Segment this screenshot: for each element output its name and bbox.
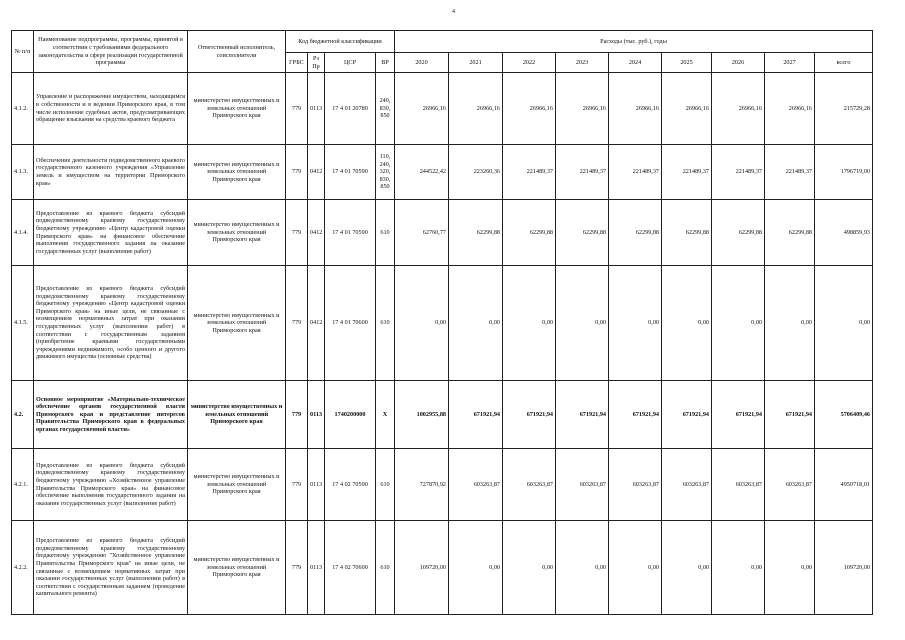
row-name: Обеспечение деятельности подведомственного краевого государственного казенного учреждения «Управление земель и имуществом на территории Приморского края» bbox=[34, 145, 188, 200]
row-amount: 109720,00 bbox=[395, 521, 449, 615]
row-amount: 26966,16 bbox=[503, 73, 556, 145]
row-csr: 17 4 02 70600 bbox=[325, 521, 376, 615]
vr-code: 240, bbox=[379, 160, 391, 168]
row-name: Предоставление из краевого бюджета субсидий подведомственному краевому государственному бюджетному учреждению «Центр кадастровой оценки Приморского края» на финансовое обеспечение выполнения государственного задания на оказание государственных услуг (выполнение работ) bbox=[34, 200, 188, 266]
row-amount: 215729,28 bbox=[815, 73, 873, 145]
row-amount: 0,00 bbox=[609, 521, 662, 615]
row-amount: 223260,36 bbox=[449, 145, 503, 200]
row-amount: 109720,00 bbox=[815, 521, 873, 615]
row-amount: 671921,94 bbox=[449, 381, 503, 449]
budget-table bbox=[11, 30, 873, 615]
row-executor: министерство имущественных и земельных отношений Приморского края bbox=[188, 449, 286, 521]
row-executor: министерство имущественных и земельных отношений Приморского края bbox=[188, 145, 286, 200]
row-amount: 0,00 bbox=[815, 266, 873, 381]
row-rzpr: 0412 bbox=[308, 145, 325, 200]
row-amount: 0,00 bbox=[712, 266, 765, 381]
row-amount: 1002955,88 bbox=[395, 381, 449, 449]
vr-code: 240, bbox=[379, 97, 391, 105]
row-csr: 17 4 01 70590 bbox=[325, 200, 376, 266]
header-year: 2026 bbox=[712, 53, 765, 73]
table-row bbox=[12, 145, 873, 200]
row-amount: 62299,88 bbox=[503, 200, 556, 266]
row-name: Основное мероприятие «Материально-техническое обеспечение органов государственной власти Приморского края и представление интересов Правительства Приморского края в федеральных органах государственной власти» bbox=[34, 381, 188, 449]
header-num: № п/п bbox=[12, 31, 34, 73]
row-rzpr: 0113 bbox=[308, 449, 325, 521]
row-rzpr: 0412 bbox=[308, 266, 325, 381]
row-amount: 0,00 bbox=[609, 266, 662, 381]
row-index: 4.1.5. bbox=[12, 266, 34, 381]
row-csr: 17 4 01 70590 bbox=[325, 145, 376, 200]
header-year: 2024 bbox=[609, 53, 662, 73]
row-grbs: 779 bbox=[286, 449, 308, 521]
row-index: 4.1.2. bbox=[12, 73, 34, 145]
row-amount: 221489,37 bbox=[503, 145, 556, 200]
row-amount: 671921,94 bbox=[503, 381, 556, 449]
header-grbs: ГРБС bbox=[286, 53, 308, 73]
row-amount: 62299,88 bbox=[609, 200, 662, 266]
row-vr bbox=[376, 266, 395, 381]
header-year: 2025 bbox=[662, 53, 712, 73]
row-amount: 26966,16 bbox=[449, 73, 503, 145]
row-name: Управление и распоряжение имуществом, находящимся в собственности и в ведении Приморского края, в том числе исполнение судебных актов, предусматривающих обращение взыскания на средства краевого бюджета bbox=[34, 73, 188, 145]
row-amount: 221489,37 bbox=[662, 145, 712, 200]
row-index: 4.2. bbox=[12, 381, 34, 449]
row-name: Предоставление из краевого бюджета субсидий подведомственному краевому государственному бюджетному учреждению «Центр кадастровой оценки Приморского края» на иные цели, не связанные с возмещением нормативных затрат при оказании государственных услуг (выполнении работ) в соответствии с государственным заданием (приобретение краевыми государственными учреждениями недвижимого, особо ценного и другого движимого имущества (основные средства) bbox=[34, 266, 188, 381]
row-vr bbox=[376, 73, 395, 145]
vr-code: 830, bbox=[379, 175, 391, 183]
row-amount: 221489,37 bbox=[556, 145, 609, 200]
row-grbs: 779 bbox=[286, 200, 308, 266]
row-amount: 671921,94 bbox=[662, 381, 712, 449]
header-expenses: Расходы (тыс. руб.), годы bbox=[395, 31, 873, 53]
row-amount: 62299,88 bbox=[662, 200, 712, 266]
row-rzpr: 0113 bbox=[308, 73, 325, 145]
row-amount: 5706409,46 bbox=[815, 381, 873, 449]
vr-code: 110, bbox=[379, 153, 391, 161]
row-amount: 603263,87 bbox=[503, 449, 556, 521]
row-amount: 671921,94 bbox=[609, 381, 662, 449]
header-vr: ВР bbox=[376, 53, 395, 73]
table-row bbox=[12, 200, 873, 266]
row-rzpr: 0113 bbox=[308, 521, 325, 615]
row-amount: 498859,93 bbox=[815, 200, 873, 266]
row-amount: 671921,94 bbox=[765, 381, 815, 449]
vr-code: 610 bbox=[380, 319, 390, 327]
row-amount: 221489,37 bbox=[712, 145, 765, 200]
table-row bbox=[12, 381, 873, 449]
row-vr bbox=[376, 200, 395, 266]
row-amount: 0,00 bbox=[765, 521, 815, 615]
row-amount: 244522,42 bbox=[395, 145, 449, 200]
header-year: 2027 bbox=[765, 53, 815, 73]
row-grbs: 779 bbox=[286, 266, 308, 381]
row-grbs: 779 bbox=[286, 521, 308, 615]
vr-code: X bbox=[382, 410, 388, 418]
row-amount: 4950718,01 bbox=[815, 449, 873, 521]
row-amount: 0,00 bbox=[662, 266, 712, 381]
row-amount: 0,00 bbox=[395, 266, 449, 381]
row-amount: 0,00 bbox=[556, 266, 609, 381]
row-amount: 0,00 bbox=[556, 521, 609, 615]
header-csr: ЦСР bbox=[325, 53, 376, 73]
row-rzpr: 0412 bbox=[308, 200, 325, 266]
row-csr: 1740200000 bbox=[325, 381, 376, 449]
row-executor: министерство имущественных и земельных отношений Приморского края bbox=[188, 73, 286, 145]
row-executor: министерство имущественных и земельных отношений Приморского края bbox=[188, 381, 286, 449]
row-executor: министерство имущественных и земельных отношений Приморского края bbox=[188, 266, 286, 381]
header-year: 2020 bbox=[395, 53, 449, 73]
row-csr: 17 4 01 70600 bbox=[325, 266, 376, 381]
row-amount: 221489,37 bbox=[765, 145, 815, 200]
row-rzpr: 0113 bbox=[308, 381, 325, 449]
header-year: 2022 bbox=[503, 53, 556, 73]
row-executor: министерство имущественных и земельных отношений Приморского края bbox=[188, 521, 286, 615]
row-amount: 603263,87 bbox=[449, 449, 503, 521]
row-amount: 0,00 bbox=[712, 521, 765, 615]
row-amount: 26966,16 bbox=[712, 73, 765, 145]
vr-code: 320, bbox=[379, 168, 391, 176]
row-amount: 62760,77 bbox=[395, 200, 449, 266]
table-row bbox=[12, 521, 873, 615]
header-year: 2021 bbox=[449, 53, 503, 73]
row-index: 4.1.4. bbox=[12, 200, 34, 266]
row-amount: 0,00 bbox=[662, 521, 712, 615]
row-amount: 26966,16 bbox=[556, 73, 609, 145]
page-number: 4 bbox=[452, 9, 455, 15]
row-name: Предоставление из краевого бюджета субсидий подведомственному краевому государственному бюджетному учреждению "Хозяйственное управление Правительства Приморского края" на иные цели, не связанные с возмещением нормативных затрат при оказании государственных услуг (выполнении работ) в соответствии с государственным заданием (проведение капитального ремонта) bbox=[34, 521, 188, 615]
row-name: Предоставление из краевого бюджета субсидий подведомственному краевому государственному бюджетному учреждению «Хозяйственное управление Правительства Приморского края» на финансовое обеспечение выполнения государственного задания на оказание государственных услуг (выполнение работ) bbox=[34, 449, 188, 521]
row-executor: министерство имущественных и земельных отношений Приморского края bbox=[188, 200, 286, 266]
row-amount: 1796719,00 bbox=[815, 145, 873, 200]
row-amount: 26966,16 bbox=[609, 73, 662, 145]
row-amount: 0,00 bbox=[503, 521, 556, 615]
row-amount: 603263,87 bbox=[765, 449, 815, 521]
row-amount: 603263,87 bbox=[662, 449, 712, 521]
row-amount: 26966,16 bbox=[662, 73, 712, 145]
table-row bbox=[12, 73, 873, 145]
header-kbk: Код бюджетной классификации bbox=[286, 31, 395, 53]
row-amount: 26966,16 bbox=[765, 73, 815, 145]
vr-code: 830, bbox=[379, 104, 391, 112]
header-exec: Ответственный исполнитель, соисполнители bbox=[188, 31, 286, 73]
row-amount: 671921,94 bbox=[712, 381, 765, 449]
row-amount: 0,00 bbox=[449, 266, 503, 381]
row-index: 4.2.1. bbox=[12, 449, 34, 521]
row-amount: 62299,88 bbox=[449, 200, 503, 266]
row-amount: 221489,37 bbox=[609, 145, 662, 200]
vr-code: 610 bbox=[380, 563, 390, 571]
row-csr: 17 4 01 20780 bbox=[325, 73, 376, 145]
row-amount: 62299,88 bbox=[556, 200, 609, 266]
table-header bbox=[12, 31, 873, 73]
row-grbs: 779 bbox=[286, 381, 308, 449]
table-body bbox=[12, 73, 873, 615]
row-vr bbox=[376, 381, 395, 449]
row-amount: 0,00 bbox=[449, 521, 503, 615]
header-name: Наименование подпрограммы, программы, принятой в соответствии с требованиями федерального законодательства и сфере реализации государственной программы bbox=[34, 31, 188, 73]
vr-code: 850 bbox=[380, 183, 390, 191]
row-grbs: 779 bbox=[286, 145, 308, 200]
vr-code: 610 bbox=[380, 228, 390, 236]
row-index: 4.1.3. bbox=[12, 145, 34, 200]
vr-code: 610 bbox=[380, 480, 390, 488]
row-vr bbox=[376, 145, 395, 200]
row-amount: 671921,94 bbox=[556, 381, 609, 449]
row-amount: 727870,92 bbox=[395, 449, 449, 521]
header-year: всего bbox=[815, 53, 873, 73]
row-amount: 62299,88 bbox=[765, 200, 815, 266]
row-amount: 26966,16 bbox=[395, 73, 449, 145]
row-amount: 603263,87 bbox=[556, 449, 609, 521]
header-year: 2023 bbox=[556, 53, 609, 73]
row-csr: 17 4 02 70590 bbox=[325, 449, 376, 521]
row-amount: 603263,87 bbox=[609, 449, 662, 521]
header-rzpr: Рз Пр bbox=[308, 53, 325, 73]
row-amount: 0,00 bbox=[765, 266, 815, 381]
vr-code: 850 bbox=[380, 112, 390, 120]
row-amount: 0,00 bbox=[503, 266, 556, 381]
row-vr bbox=[376, 521, 395, 615]
row-index: 4.2.2. bbox=[12, 521, 34, 615]
row-amount: 603263,87 bbox=[712, 449, 765, 521]
table-row bbox=[12, 266, 873, 381]
row-vr bbox=[376, 449, 395, 521]
row-amount: 62299,88 bbox=[712, 200, 765, 266]
table-row bbox=[12, 449, 873, 521]
row-grbs: 779 bbox=[286, 73, 308, 145]
